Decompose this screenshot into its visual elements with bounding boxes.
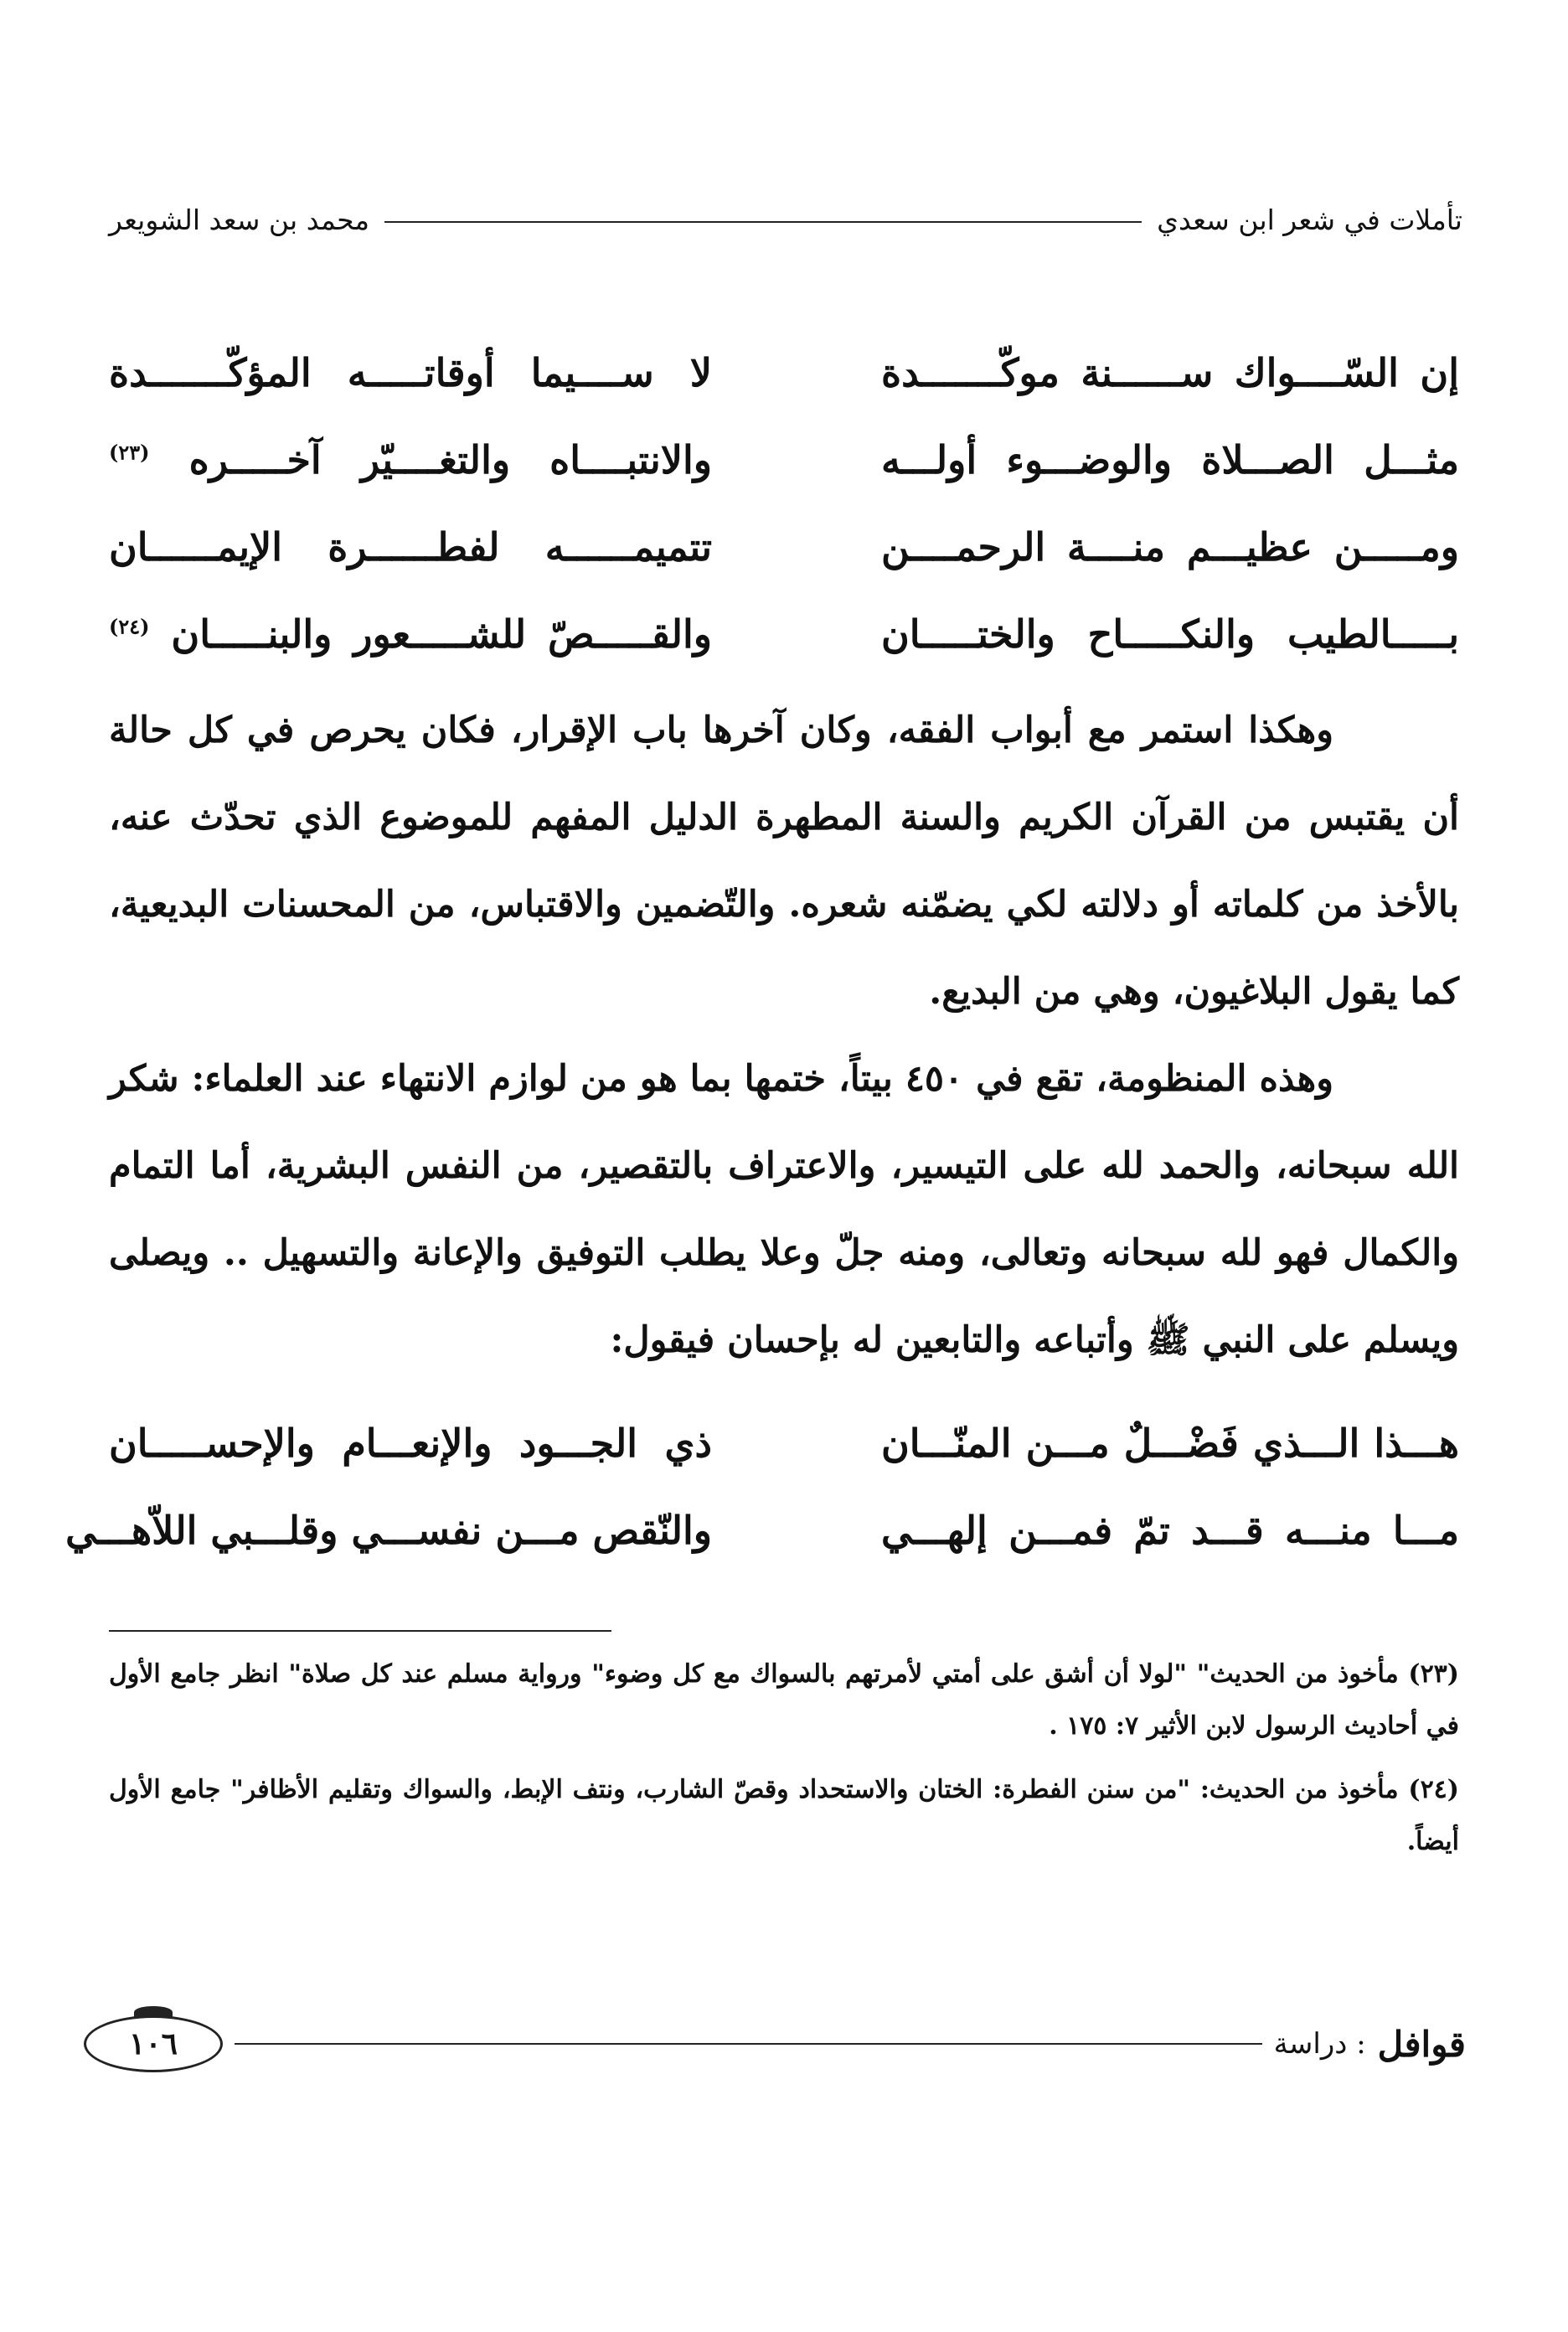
ornament-icon	[134, 2006, 173, 2018]
hemistich-text: والانتبــــاه والتغــــيّر آخـــــره	[188, 437, 712, 482]
footer-rule	[235, 2043, 1262, 2045]
verse-second-hemistich: ذي الجـــود والإنعـــام والإحســـــان	[109, 1421, 712, 1466]
section-label: : دراسة	[1273, 2027, 1366, 2061]
verse-second-hemistich	[109, 335, 712, 410]
footnote-ref-23[interactable]: (٢٣)	[109, 440, 150, 465]
running-header	[109, 194, 1462, 245]
running-footer	[84, 2010, 1466, 2077]
paragraph: وهذه المنظومة، تقع في ٤٥٠ بيتاً، ختمها بما هو من لوازم الانتهاء عند العلماء: شكر الله سبحانه، والحمد لله على التيسير، والاعتراف بالتقصير، من النفس البشرية، أما التمام والكمال فهو لله سبحانه وتعالى، ومنه جلّ وعلا يطلب التوفيق والإعانة والتسهيل .. ويصلى ويسلم على النبي ﷺ وأتباعه والتابعين له بإحسان فيقول:	[109, 1058, 1459, 1361]
verse-first-hemistich: مـــا منـــه قـــد تمّ فمـــن إلهـــي	[881, 1508, 1459, 1553]
verse-first-hemistich: إن السّــــواك ســــــنة موكّـــــــدة	[881, 350, 1459, 395]
verse	[109, 415, 1459, 503]
poem-block-1	[109, 328, 1459, 677]
verse	[109, 1399, 1459, 1486]
hemistich-text: لا ســــيما أوقاتـــــه المؤكّـــــــدة	[109, 350, 712, 395]
footnote-separator	[109, 1630, 611, 1632]
header-rule	[384, 221, 1142, 223]
verse-first-hemistich: مثـــل الصـــلاة والوضـــوء أولـــه	[881, 437, 1459, 482]
verse-first-hemistich: بـــــالطيب والنكـــــاح والختـــــان	[881, 611, 1459, 657]
hemistich-text: تتميمــــــه لفطــــــرة الإيمــــــان	[109, 524, 712, 570]
verse-second-hemistich	[109, 596, 712, 672]
verse-second-hemistich	[109, 422, 712, 498]
footnote-23: (٢٣) مأخوذ من الحديث" "لولا أن أشق على أمتي لأمرتهم بالسواك مع كل وضوء" ورواية مسلم عند كل صلاة" انظر جامع الأول في أحاديث الرسول لابن الأثير ٧: ١٧٥ .	[109, 1659, 1459, 1741]
hemistich-text: والقـــــصّ للشـــــعور والبنـــــان	[171, 611, 712, 657]
verse	[65, 1486, 1459, 1573]
author-name: محمد بن سعد الشويعر	[109, 203, 370, 236]
page-number-badge	[84, 2015, 223, 2072]
verse-second-hemistich: والنّقص مـــن نفســـي وقلـــبي اللاّهـــي	[65, 1508, 712, 1553]
journal-name: قوافل	[1377, 2023, 1466, 2065]
footnote-ref-24[interactable]: (٢٤)	[109, 614, 150, 639]
book-title: تأملات في شعر ابن سعدي	[1157, 203, 1462, 236]
verse	[109, 328, 1459, 415]
verse-first-hemistich: هـــذا الـــذي فَضْـــلٌ مـــن المنّـــان	[881, 1421, 1459, 1466]
verse	[109, 503, 1459, 590]
paragraph: وهكذا استمر مع أبواب الفقه، وكان آخرها باب الإقرار، فكان يحرص في كل حالة أن يقتبس من القرآن الكريم والسنة المطهرة الدليل المفهم للموضوع الذي تحدّث عنه، بالأخذ من كلماته أو دلالته لكي يضمّنه شعره. والتّضمين والاقتباس، من المحسنات البديعية، كما يقول البلاغيون، وهي من البديع.	[109, 709, 1459, 1013]
prose-body	[109, 687, 1459, 1384]
verse-first-hemistich: ومـــــن عظيـــم منــــة الرحمــــن	[881, 524, 1459, 570]
verse-second-hemistich	[109, 509, 712, 585]
poem-block-2	[65, 1399, 1459, 1573]
footnote-24: (٢٤) مأخوذ من الحديث: "من سنن الفطرة: الختان والاستحداد وقصّ الشارب، ونتف الإبط، والسواك وتقليم الأظافر" جامع الأول أيضاً.	[109, 1775, 1459, 1856]
page-number: ١٠٦	[129, 2026, 178, 2061]
verse	[109, 590, 1459, 677]
footnotes	[109, 1648, 1459, 1880]
